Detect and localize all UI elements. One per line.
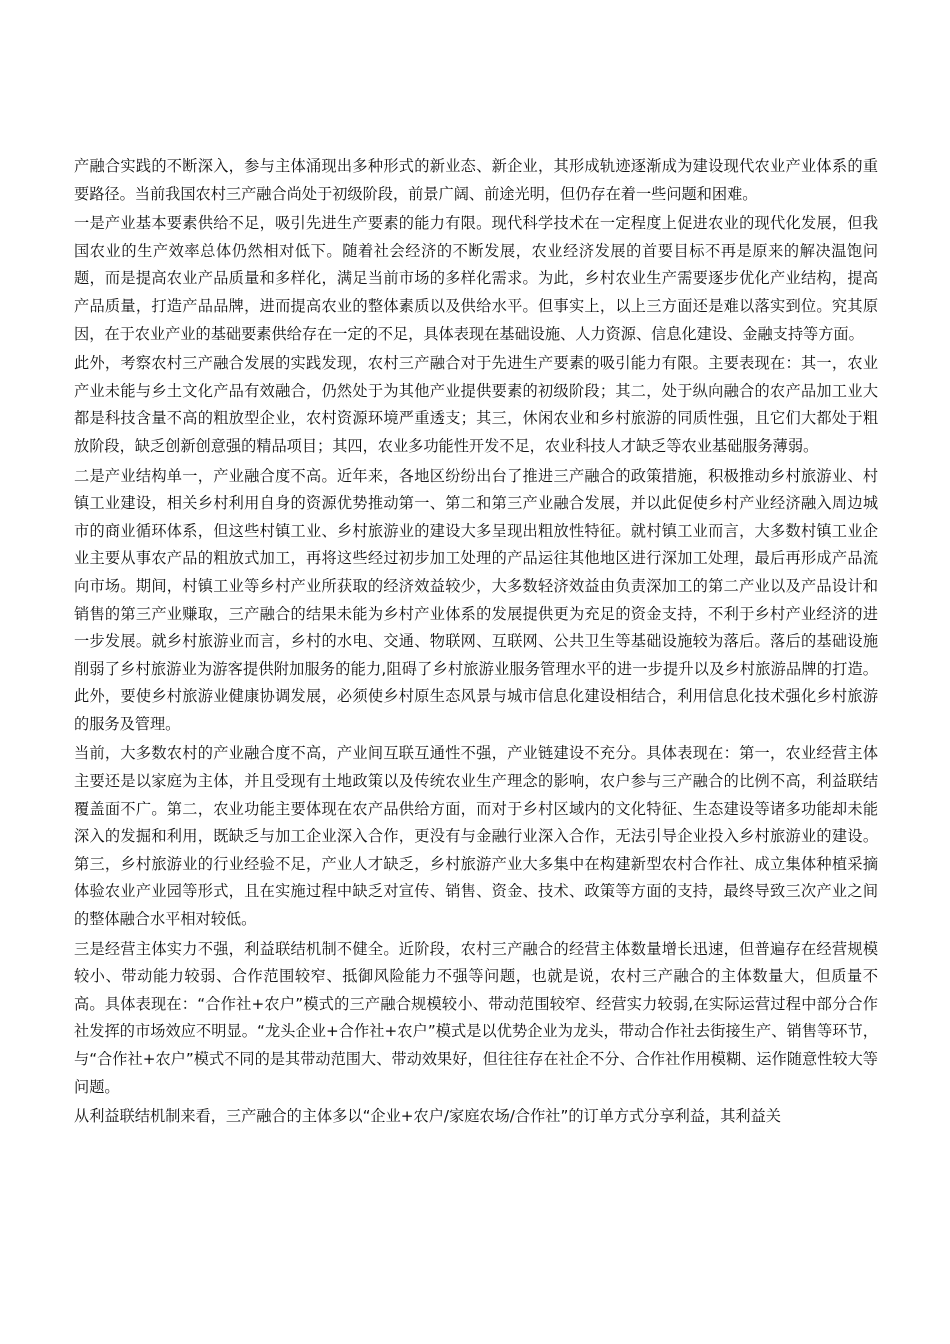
paragraph-attraction: 此外，考察农村三产融合发展的实践发现，农村三产融合对于先进生产要素的吸引能力有限。主要表现在：其一，农业产业未能与乡土文化产品有效融合，仍然处于为其他产业提供要素的初级阶段；其二，处于纵向融合的农产品加工业大都是科技含量不高的粗放型企业，农村资源环境严重透支；其三，休闲农业和乡村旅游的同质性强，且它们大都处于粗放阶段，缺乏创新创意强的精品项目；其四，农业多功能性开发不足，农业科技人才缺乏等农业基础服务薄弱。	[74, 354, 878, 455]
paragraph-interest-linkage: 从利益联结机制来看，三产融合的主体多以“企业+农户/家庭农场/合作社”的订单方式分享利益，其利益关	[74, 1107, 781, 1126]
paragraph-factor-supply: 一是产业基本要素供给不足，吸引先进生产要素的能力有限。现代科学技术在一定程度上促进农业的现代化发展，但我国农业的生产效率总体仍然相对低下。随着社会经济的不断发展，农业经济发展的首要目标不再是原来的解决温饱问题，而是提高农业产品质量和多样化，满足当前市场的多样化需求。为此，乡村农业生产需要逐步优化产业结构，提高产品质量，打造产品品牌，进而提高农业的整体素质以及供给水平。但事实上，以上三方面还是难以落实到位。究其原因，在于农业产业的基础要素供给存在一定的不足，具体表现在基础设施、人力资源、信息化建设、金融支持等方面。	[74, 214, 878, 343]
paragraph-industry-structure: 二是产业结构单一，产业融合度不高。近年来，各地区纷纷出台了推进三产融合的政策措施，积极推动乡村旅游业、村镇工业建设，相关乡村利用自身的资源优势推动第一、第二和第三产业融合发展，并以此促使乡村产业经济融入周边城市的商业循环体系，但这些村镇工业、乡村旅游业的建设大多呈现出粗放性特征。就村镇工业而言，大多数村镇工业企业主要从事农产品的粗放式加工，再将这些经过初步加工处理的产品运往其他地区进行深加工处理，最后再形成产品流向市场。期间，村镇工业等乡村产业所获取的经济效益较少，大多数轻济效益由负责深加工的第二产业以及产品设计和销售的第三产业赚取，三产融合的结果未能为乡村产业体系的发展提供更为充足的资金支持，不利于乡村产业经济的进一步发展。就乡村旅游业而言，乡村的水电、交通、物联网、互联网、公共卫生等基础设施较为落后。落后的基础设施削弱了乡村旅游业为游客提供附加服务的能力,阻碍了乡村旅游业服务管理水平的进一步提升以及乡村旅游品牌的打造。此外，要使乡村旅游业健康协调发展，必须使乡村原生态风景与城市信息化建设相结合，利用信息化技术强化乡村旅游的服务及管理。	[74, 466, 878, 733]
document-body	[74, 153, 878, 1133]
paragraph-integration-degree: 当前，大多数农村的产业融合度不高，产业间互联互通性不强，产业链建设不充分。具体表现在：第一，农业经营主体主要还是以家庭为主体，并且受现有土地政策以及传统农业生产理念的影响，农户参与三产融合的比例不高，利益联结覆盖面不广。第二，农业功能主要体现在农产品供给方面，而对于乡村区域内的文化特征、生态建设等诸多功能却未能深入的发掘和利用，既缺乏与加工企业深入合作，更没有与金融行业深入合作，无法引导企业投入乡村旅游业的建设。第三，乡村旅游业的行业经验不足，产业人才缺乏，乡村旅游产业大多集中在构建新型农村合作社、成立集体种植采摘体验农业产业园等形式，且在实施过程中缺乏对宣传、销售、资金、技术、政策等方面的支持，最终导致三次产业之间的整体融合水平相对较低。	[74, 744, 878, 929]
paragraph-intro: 产融合实践的不断深入，参与主体涌现出多种形式的新业态、新企业，其形成轨迹逐渐成为建设现代农业产业体系的重要路径。当前我国农村三产融合尚处于初级阶段，前景广阔、前途光明，但仍存在着一些问题和困难。	[74, 157, 878, 203]
paragraph-operating-entities: 三是经营主体实力不强，利益联结机制不健全。近阶段，农村三产融合的经营主体数量增长迅速，但普遍存在经营规模较小、带动能力较弱、合作范围较窄、抵御风险能力不强等问题，也就是说，农村三产融合的主体数量大，但质量不高。具体表现在：“合作社+农户”模式的三产融合规模较小、带动范围较窄、经营实力较弱,在实际运营过程中部分合作社发挥的市场效应不明显。“龙头企业+合作社+农户”模式是以优势企业为龙头，带动合作社去街接生产、销售等环节，与“合作社+农户”模式不同的是其带动范围大、带动效果好，但往往存在社企不分、合作社作用模糊、运作随意性较大等问题。	[74, 939, 878, 1096]
